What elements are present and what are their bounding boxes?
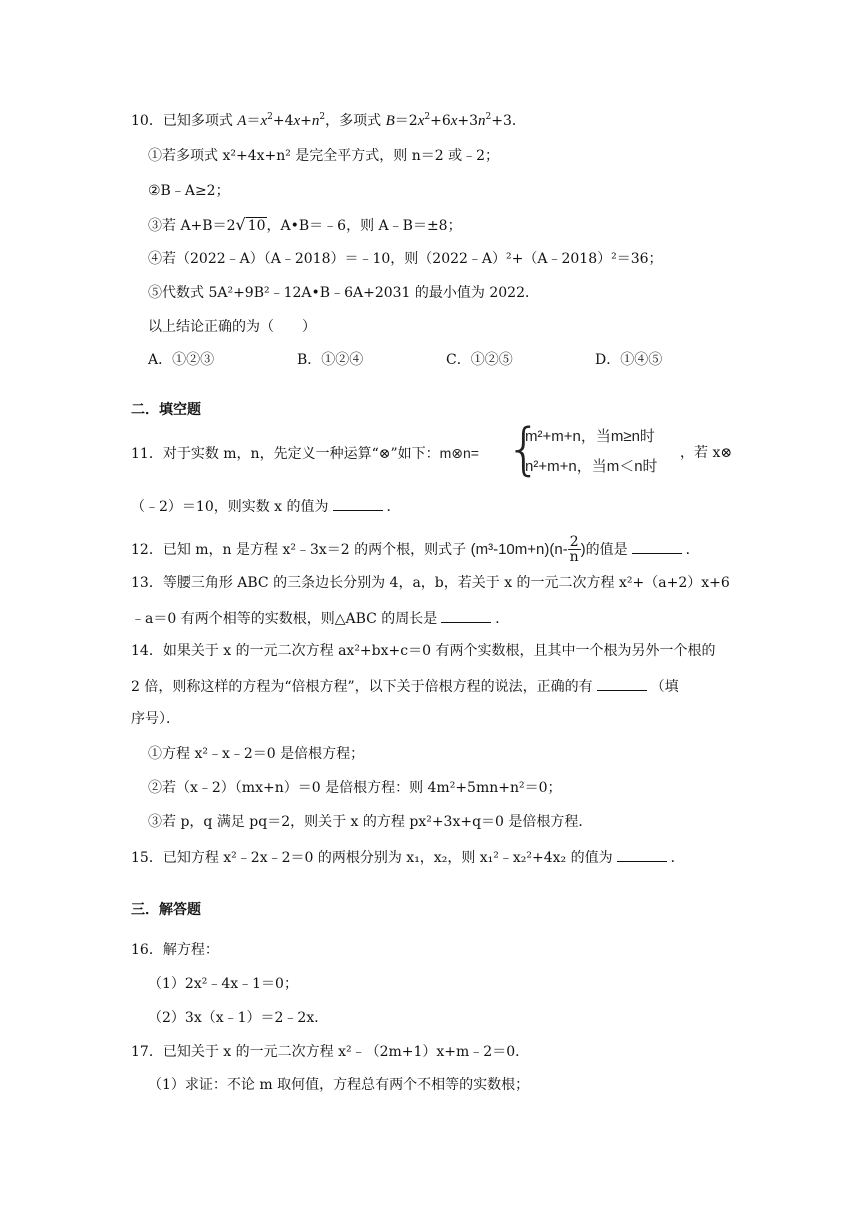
q12-stem: 12．已知 m，n 是方程 x²﹣3x＝2 的两个根，则式子 (m³-10m+n)(n- $\frac{2}{n}$ )的值是 ． bbox=[131, 534, 700, 565]
answer-blank[interactable] bbox=[632, 541, 682, 554]
q14-item-2: ②若（x﹣2）（mx+n）＝0 是倍根方程：则 4m²+5mn+n²＝0； bbox=[148, 780, 562, 796]
q10-item-4: ④若（2022﹣A）（A﹣2018）＝﹣10，则（2022﹣A）²+（A﹣2018）²＝36； bbox=[148, 251, 663, 267]
q10-item-2: ②B﹣A≥2； bbox=[148, 183, 230, 199]
answer-blank[interactable] bbox=[597, 678, 647, 691]
q10-item-5: ⑤代数式 5A²+9B²﹣12A•B﹣6A+2031 的最小值为 2022． bbox=[148, 285, 539, 301]
q11-tail: ，若 x⊗ bbox=[680, 445, 733, 461]
q10-item-3: ③若 A+B＝2√ 10，A•B＝﹣6，则 A﹣B＝±8； bbox=[148, 215, 462, 234]
q16-part-2: （2）3x（x﹣1）＝2﹣2x． bbox=[148, 1010, 329, 1026]
q14-item-1: ①方程 x²﹣x﹣2＝0 是倍根方程； bbox=[148, 746, 365, 762]
q10-option-c[interactable]: C．①②⑤ bbox=[446, 352, 513, 368]
answer-blank[interactable] bbox=[441, 610, 491, 623]
q10-item-1: ①若多项式 x²+4x+n² 是完全平方式，则 n＝2 或﹣2； bbox=[148, 148, 500, 164]
q16-part-1: （1）2x²﹣4x﹣1＝0； bbox=[148, 976, 298, 992]
left-brace-icon: { bbox=[506, 417, 542, 482]
q10-option-a[interactable]: A．①②③ bbox=[148, 352, 215, 368]
q14-line-2: 2 倍，则称这样的方程为“倍根方程”，以下关于倍根方程的说法，正确的有 （填 bbox=[131, 679, 679, 695]
q10-ask: 以上结论正确的为（ ） bbox=[148, 319, 316, 335]
fraction: $\frac{2}{n}$ bbox=[569, 534, 579, 565]
answer-blank[interactable] bbox=[333, 498, 383, 511]
q10-option-b[interactable]: B．①②④ bbox=[297, 352, 364, 368]
q15-stem: 15．已知方程 x²﹣2x﹣2＝0 的两根分别为 x₁，x₂，则 x₁²﹣x₂²+4x₂ 的值为 ． bbox=[131, 850, 685, 866]
q11-case-1: m²+m+n，当m≥n时 bbox=[525, 428, 655, 445]
q16-stem: 16．解方程： bbox=[131, 942, 219, 958]
q11-line-2: （﹣2）＝10，则实数 x 的值为 ． bbox=[131, 499, 401, 515]
answer-blank[interactable] bbox=[617, 849, 667, 862]
section-heading-fill-blank: 二．填空题 bbox=[131, 402, 201, 418]
q14-line-3: 序号）． bbox=[131, 711, 180, 727]
q11-stem: 11．对于实数 m，n，先定义一种运算“⊗”如下：m⊗n= bbox=[131, 445, 479, 462]
q17-stem: 17．已知关于 x 的一元二次方程 x²﹣（2m+1）x+m﹣2＝0． bbox=[131, 1044, 530, 1060]
q10-stem: 10．已知多项式 $A=x^2+4x+n^2$，多项式 $B=2x^2+6x+3n^2+3$． bbox=[131, 112, 526, 129]
q11-case-2: n²+m+n，当m＜n时 bbox=[525, 458, 658, 475]
sqrt-icon: √ bbox=[235, 215, 246, 234]
q17-part-1: （1）求证：不论 m 取何值，方程总有两个不相等的实数根； bbox=[148, 1077, 530, 1093]
q14-item-3: ③若 p，q 满足 pq＝2，则关于 x 的方程 px²+3x+q＝0 是倍根方程． bbox=[148, 814, 593, 830]
q13-line-1: 13．等腰三角形 ABC 的三条边长分别为 4，a，b，若关于 x 的一元二次方程 x²+（a+2）x+6 bbox=[131, 575, 730, 591]
q10-option-d[interactable]: D．①④⑤ bbox=[595, 352, 663, 368]
section-heading-solve: 三．解答题 bbox=[131, 902, 201, 918]
q14-line-1: 14．如果关于 x 的一元二次方程 ax²+bx+c＝0 有两个实数根，且其中一个根为另外一个根的 bbox=[131, 643, 716, 659]
q13-line-2: ﹣a＝0 有两个相等的实数根，则△ABC 的周长是 ． bbox=[131, 611, 510, 627]
